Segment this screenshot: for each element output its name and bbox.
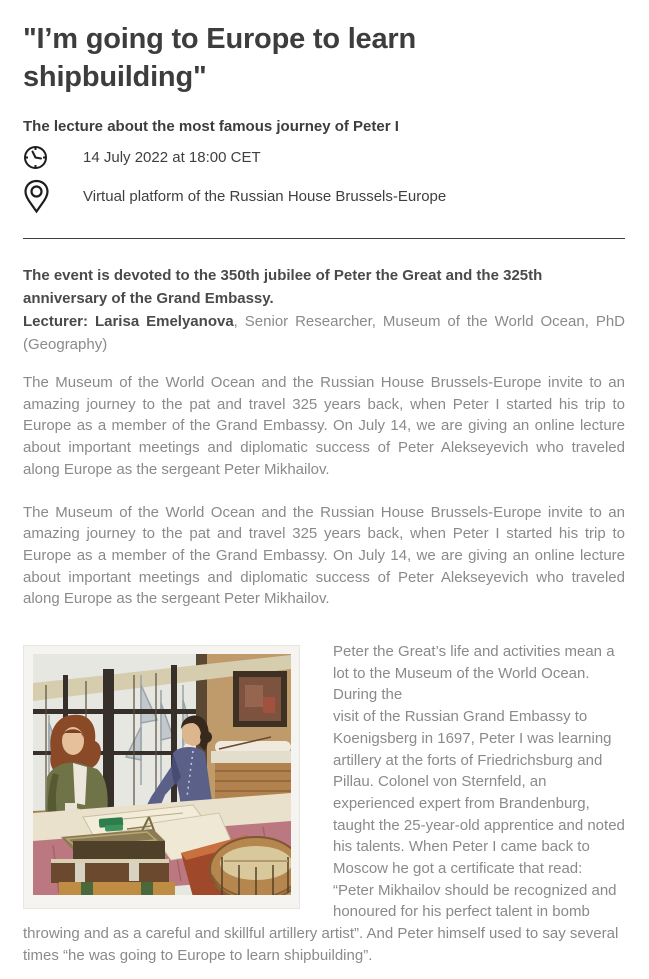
lecturer-credentials: , Senior Researcher, Museum of the World Ocean, PhD (Geography) xyxy=(23,313,626,353)
section-divider xyxy=(23,238,625,239)
page-title: "I’m going to Europe to learn shipbuilding" xyxy=(23,23,417,93)
peter-painting-svg xyxy=(23,645,300,909)
event-location-row xyxy=(23,179,625,214)
lecturer-line xyxy=(23,310,625,356)
peter-text-part-2: During the xyxy=(333,686,403,704)
clock-icon xyxy=(23,145,83,170)
peter-painting-image xyxy=(23,645,300,909)
description-paragraph-2: The Museum of the World Ocean and the Russian House Brussels-Europe invite to an amazing journey to the pat and travel 325 years back, when Peter I started his trip to Europe as a member of the Grand Embassy. On July 14, we are giving an online lecture about important meetings and diplomatic success of Peter Alekseyevich who traveled along Europe as the sergeant Peter Mikhailov. xyxy=(23,503,625,608)
peter-text-part-1: Peter the Great’s life and activities mean a lot to the Museum of the World Ocean. xyxy=(333,643,615,682)
page-subtitle: The lecture about the most famous journey of Peter I xyxy=(23,118,399,135)
peter-biography-section xyxy=(23,641,625,967)
event-datetime-row xyxy=(23,143,625,171)
event-location: Virtual platform of the Russian House Brussels-Europe xyxy=(83,188,447,205)
description-paragraph-1: The Museum of the World Ocean and the Russian House Brussels-Europe invite to an amazing journey to the pat and travel 325 years back, when Peter I started his trip to Europe as a member of the Grand Embassy. On July 14, we are giving an online lecture about important meetings and diplomatic success of Peter Alekseyevich who traveled along Europe as the sergeant Peter Mikhailov. xyxy=(23,374,625,478)
location-pin-icon xyxy=(23,179,83,214)
peter-text-part-3: visit of the Russian Grand Embassy to Koenigsberg in 1697, Peter I was learning artillery at the forts of Friedrichsburg and Pillau. Colonel von Sternfeld, an experienced expert from Brandenburg, taught the 25-year-old apprentice and noted his talents. When Peter I came back to Moscow he got a certificate that read: “Peter Mikhailov should be recognized and honoured for his perfect talent in bomb throwing and as a careful and skillful artillery artist”. And Peter himself used to say several times “he was going to Europe to learn shipbuilding”. xyxy=(23,708,625,964)
event-devotion-text: The event is devoted to the 350th jubilee of Peter the Great and the 325th anniversary of the Grand Embassy. xyxy=(23,267,543,307)
event-details xyxy=(23,143,625,214)
event-datetime: 14 July 2022 at 18:00 CET xyxy=(83,148,261,166)
lecturer-name: Lecturer: Larisa Emelyanova xyxy=(23,313,234,330)
